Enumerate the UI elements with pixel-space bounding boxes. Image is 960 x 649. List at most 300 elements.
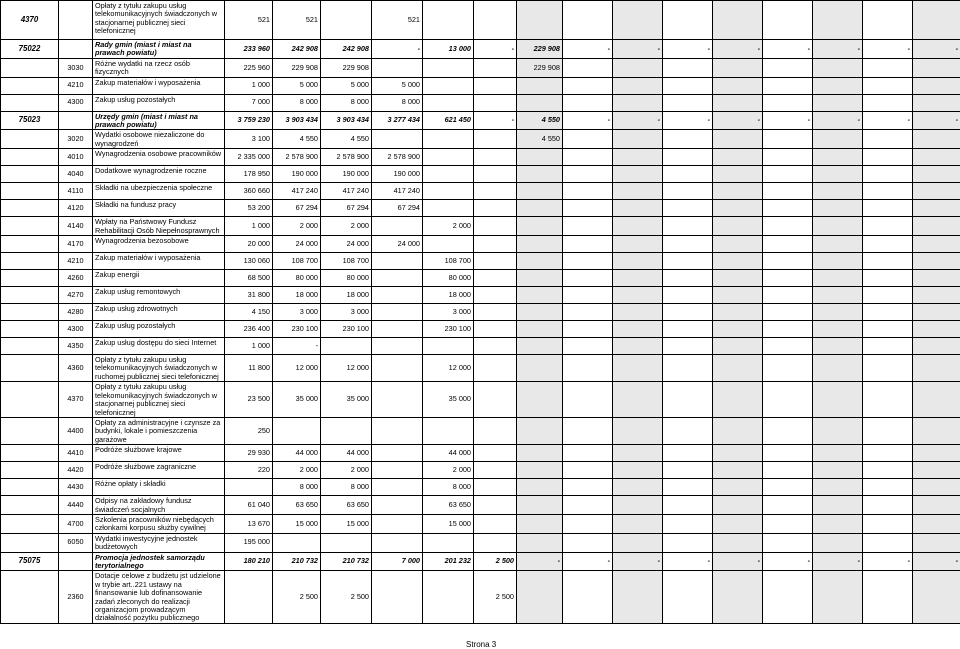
value-cell: - [763,111,813,130]
paragraf-cell: 4170 [59,236,93,253]
value-cell [321,1,372,40]
table-row [1,479,960,496]
value-cell: 44 000 [321,445,372,462]
value-cell: - [863,40,913,59]
value-cell [913,217,960,236]
value-cell [423,417,474,444]
paragraf-cell: 3030 [59,58,93,77]
value-cell [663,445,713,462]
value-cell [563,514,613,533]
value-cell: 3 277 434 [372,111,423,130]
dzial-cell: 75023 [1,111,59,130]
value-cell [863,533,913,552]
dzial-cell [1,445,59,462]
value-cell [913,94,960,111]
value-cell: 31 800 [225,287,273,304]
value-cell [813,253,863,270]
name-cell: Składki na fundusz pracy [93,200,225,217]
value-cell: 8 000 [321,479,372,496]
value-cell: 11 800 [225,355,273,382]
value-cell: 3 759 230 [225,111,273,130]
value-cell: 229 908 [517,40,563,59]
table-row [1,40,960,59]
value-cell [663,94,713,111]
paragraf-cell: 4110 [59,183,93,200]
value-cell: 44 000 [423,445,474,462]
value-cell [813,217,863,236]
value-cell: - [813,552,863,571]
value-cell [763,417,813,444]
value-cell [474,355,517,382]
value-cell: 8 000 [372,94,423,111]
value-cell [613,217,663,236]
table-row [1,217,960,236]
value-cell [863,571,913,623]
value-cell [863,321,913,338]
paragraf-cell: 4010 [59,149,93,166]
value-cell: - [813,40,863,59]
value-cell [663,304,713,321]
value-cell [813,462,863,479]
value-cell: 80 000 [273,270,321,287]
value-cell [563,496,613,515]
value-cell [423,236,474,253]
value-cell [563,287,613,304]
value-cell [913,445,960,462]
value-cell [663,496,713,515]
value-cell [913,321,960,338]
paragraf-cell: 4300 [59,94,93,111]
value-cell [613,355,663,382]
value-cell: 2 000 [423,462,474,479]
paragraf-cell: 2360 [59,571,93,623]
value-cell: 8 000 [321,94,372,111]
value-cell [474,514,517,533]
value-cell [663,253,713,270]
paragraf-cell: 4280 [59,304,93,321]
name-cell: Zakup materiałów i wyposażenia [93,77,225,94]
value-cell [913,462,960,479]
dzial-cell [1,149,59,166]
value-cell [372,514,423,533]
value-cell [863,514,913,533]
value-cell [663,533,713,552]
table-row [1,571,960,623]
value-cell [613,166,663,183]
value-cell: - [713,552,763,571]
dzial-cell [1,217,59,236]
value-cell [863,382,913,418]
value-cell: 18 000 [321,287,372,304]
value-cell [321,417,372,444]
value-cell [913,533,960,552]
value-cell [863,94,913,111]
value-cell [763,217,813,236]
dzial-cell [1,571,59,623]
name-cell: Zakup usług pozostałych [93,321,225,338]
value-cell [474,217,517,236]
value-cell: 20 000 [225,236,273,253]
value-cell [663,200,713,217]
value-cell [613,338,663,355]
name-cell: Zakup usług dostępu do sieci Internet [93,338,225,355]
value-cell [763,479,813,496]
value-cell: 3 903 434 [321,111,372,130]
value-cell [372,270,423,287]
value-cell [517,571,563,623]
value-cell [813,94,863,111]
value-cell [913,236,960,253]
value-cell [913,479,960,496]
value-cell [813,183,863,200]
value-cell [613,445,663,462]
value-cell: 201 232 [423,552,474,571]
value-cell [813,338,863,355]
value-cell [517,417,563,444]
value-cell [517,236,563,253]
value-cell: - [474,111,517,130]
value-cell: 44 000 [273,445,321,462]
value-cell: 4 550 [517,130,563,149]
value-cell: 210 732 [321,552,372,571]
value-cell [563,217,613,236]
value-cell [613,58,663,77]
value-cell [563,462,613,479]
value-cell [713,304,763,321]
name-cell: Odpisy na zakładowy fundusz świadczeń socjalnych [93,496,225,515]
value-cell [863,496,913,515]
table-row [1,445,960,462]
value-cell [663,571,713,623]
value-cell [517,321,563,338]
value-cell: 15 000 [321,514,372,533]
value-cell: 12 000 [321,355,372,382]
value-cell: 2 500 [474,571,517,623]
value-cell: - [913,552,960,571]
value-cell [863,200,913,217]
value-cell [763,445,813,462]
value-cell [372,321,423,338]
value-cell [713,94,763,111]
value-cell [763,94,813,111]
value-cell [663,479,713,496]
value-cell [613,270,663,287]
value-cell: 8 000 [273,94,321,111]
value-cell [713,445,763,462]
paragraf-cell: 4370 [59,382,93,418]
value-cell [663,130,713,149]
value-cell: - [273,338,321,355]
value-cell: 210 732 [273,552,321,571]
paragraf-cell: 4300 [59,321,93,338]
value-cell: 5 000 [273,77,321,94]
value-cell [613,200,663,217]
value-cell [913,200,960,217]
dzial-cell [1,77,59,94]
value-cell [474,253,517,270]
value-cell [563,417,613,444]
dzial-cell [1,200,59,217]
value-cell [613,479,663,496]
name-cell: Opłaty za administracyjne i czynsze za budynki, lokale i pomieszczenia garażowe [93,417,225,444]
value-cell: - [613,111,663,130]
value-cell [563,571,613,623]
name-cell: Zakup usług pozostałych [93,94,225,111]
value-cell: 4 550 [517,111,563,130]
value-cell [813,130,863,149]
value-cell [713,183,763,200]
value-cell: 236 400 [225,321,273,338]
value-cell [474,321,517,338]
value-cell: 15 000 [273,514,321,533]
value-cell [517,479,563,496]
table-row [1,94,960,111]
value-cell [713,236,763,253]
value-cell [763,462,813,479]
value-cell: 195 000 [225,533,273,552]
dzial-cell [1,236,59,253]
table-row [1,183,960,200]
value-cell [563,253,613,270]
value-cell [563,445,613,462]
value-cell: 29 930 [225,445,273,462]
value-cell [913,1,960,40]
value-cell [423,571,474,623]
dzial-cell [1,321,59,338]
value-cell [813,514,863,533]
value-cell [663,1,713,40]
value-cell [813,571,863,623]
value-cell [372,417,423,444]
value-cell [863,355,913,382]
value-cell [763,514,813,533]
value-cell [372,445,423,462]
dzial-cell [1,183,59,200]
value-cell [517,533,563,552]
dzial-cell: 75075 [1,552,59,571]
value-cell: 13 000 [423,40,474,59]
value-cell [863,462,913,479]
name-cell: Zakup usług remontowych [93,287,225,304]
value-cell [813,355,863,382]
value-cell [423,1,474,40]
value-cell [663,321,713,338]
value-cell [663,287,713,304]
value-cell: 35 000 [321,382,372,418]
value-cell [763,304,813,321]
value-cell [613,304,663,321]
value-cell [474,183,517,200]
value-cell [423,166,474,183]
value-cell [763,270,813,287]
value-cell [913,304,960,321]
dzial-cell [1,479,59,496]
value-cell [517,496,563,515]
value-cell [474,382,517,418]
value-cell [763,166,813,183]
value-cell [613,496,663,515]
value-cell [863,236,913,253]
page-number: Strona 3 [466,640,497,649]
value-cell: 5 000 [321,77,372,94]
value-cell [474,236,517,253]
paragraf-cell: 4260 [59,270,93,287]
value-cell [423,94,474,111]
value-cell [517,270,563,287]
value-cell: - [563,552,613,571]
value-cell: 18 000 [423,287,474,304]
value-cell [663,58,713,77]
value-cell [713,217,763,236]
value-cell [273,533,321,552]
dzial-cell [1,94,59,111]
value-cell [474,304,517,321]
value-cell [813,287,863,304]
value-cell [563,166,613,183]
value-cell: 68 500 [225,270,273,287]
value-cell [813,58,863,77]
value-cell [563,236,613,253]
paragraf-cell: 4040 [59,166,93,183]
value-cell [517,514,563,533]
table-row [1,149,960,166]
value-cell: 3 903 434 [273,111,321,130]
paragraf-cell [59,552,93,571]
value-cell [321,533,372,552]
value-cell: 13 670 [225,514,273,533]
value-cell: 3 000 [321,304,372,321]
value-cell [517,94,563,111]
value-cell: - [663,552,713,571]
value-cell [813,321,863,338]
value-cell [863,217,913,236]
value-cell [423,183,474,200]
value-cell: 230 100 [321,321,372,338]
value-cell: 3 000 [273,304,321,321]
value-cell [863,183,913,200]
value-cell [763,58,813,77]
value-cell [225,571,273,623]
value-cell [913,382,960,418]
dzial-cell [1,287,59,304]
table-row [1,321,960,338]
value-cell [613,321,663,338]
value-cell: 2 578 900 [321,149,372,166]
value-cell: 7 000 [372,552,423,571]
value-cell [372,479,423,496]
table-row [1,130,960,149]
value-cell [613,77,663,94]
value-cell: 1 000 [225,77,273,94]
value-cell [763,338,813,355]
value-cell: 178 950 [225,166,273,183]
name-cell: Opłaty z tytułu zakupu usług telekomunikacyjnych świadczonych w ruchomej publicznej sieci telefonicznej [93,355,225,382]
value-cell [913,571,960,623]
value-cell: 250 [225,417,273,444]
value-cell [372,58,423,77]
value-cell [813,200,863,217]
table-row [1,382,960,418]
value-cell [663,77,713,94]
value-cell: - [813,111,863,130]
value-cell [863,166,913,183]
value-cell [321,338,372,355]
value-cell: 12 000 [423,355,474,382]
value-cell [913,338,960,355]
value-cell: 53 200 [225,200,273,217]
value-cell [423,77,474,94]
value-cell: 67 294 [372,200,423,217]
value-cell [813,270,863,287]
dzial-cell [1,130,59,149]
paragraf-cell: 3020 [59,130,93,149]
value-cell [763,496,813,515]
value-cell [663,236,713,253]
value-cell: - [713,40,763,59]
value-cell: 3 100 [225,130,273,149]
value-cell [663,514,713,533]
value-cell [713,479,763,496]
value-cell: 242 908 [273,40,321,59]
value-cell [713,149,763,166]
dzial-cell [1,270,59,287]
value-cell [474,270,517,287]
value-cell [517,1,563,40]
value-cell [423,130,474,149]
value-cell: 4 550 [321,130,372,149]
value-cell: - [563,40,613,59]
name-cell: Wpłaty na Państwowy Fundusz Rehabilitacji Osób Niepełnosprawnych [93,217,225,236]
table-row [1,417,960,444]
value-cell [372,253,423,270]
value-cell: - [663,111,713,130]
value-cell: 2 000 [321,217,372,236]
value-cell: - [863,552,913,571]
value-cell [372,382,423,418]
value-cell [613,533,663,552]
paragraf-cell [59,40,93,59]
value-cell: 190 000 [273,166,321,183]
value-cell [372,571,423,623]
value-cell: - [613,552,663,571]
table-row [1,287,960,304]
value-cell [663,270,713,287]
value-cell: 4 550 [273,130,321,149]
value-cell [563,1,613,40]
value-cell [913,514,960,533]
dzial-cell [1,496,59,515]
value-cell [517,183,563,200]
table-row [1,304,960,321]
value-cell: 417 240 [321,183,372,200]
value-cell [372,338,423,355]
value-cell: 63 650 [423,496,474,515]
value-cell [474,1,517,40]
value-cell [423,338,474,355]
value-cell: 80 000 [321,270,372,287]
value-cell [474,462,517,479]
value-cell [763,382,813,418]
paragraf-cell: 4700 [59,514,93,533]
value-cell: - [913,111,960,130]
value-cell [273,417,321,444]
value-cell: 35 000 [273,382,321,418]
value-cell [613,130,663,149]
value-cell [713,130,763,149]
value-cell [613,287,663,304]
value-cell: 2 578 900 [372,149,423,166]
value-cell [863,58,913,77]
